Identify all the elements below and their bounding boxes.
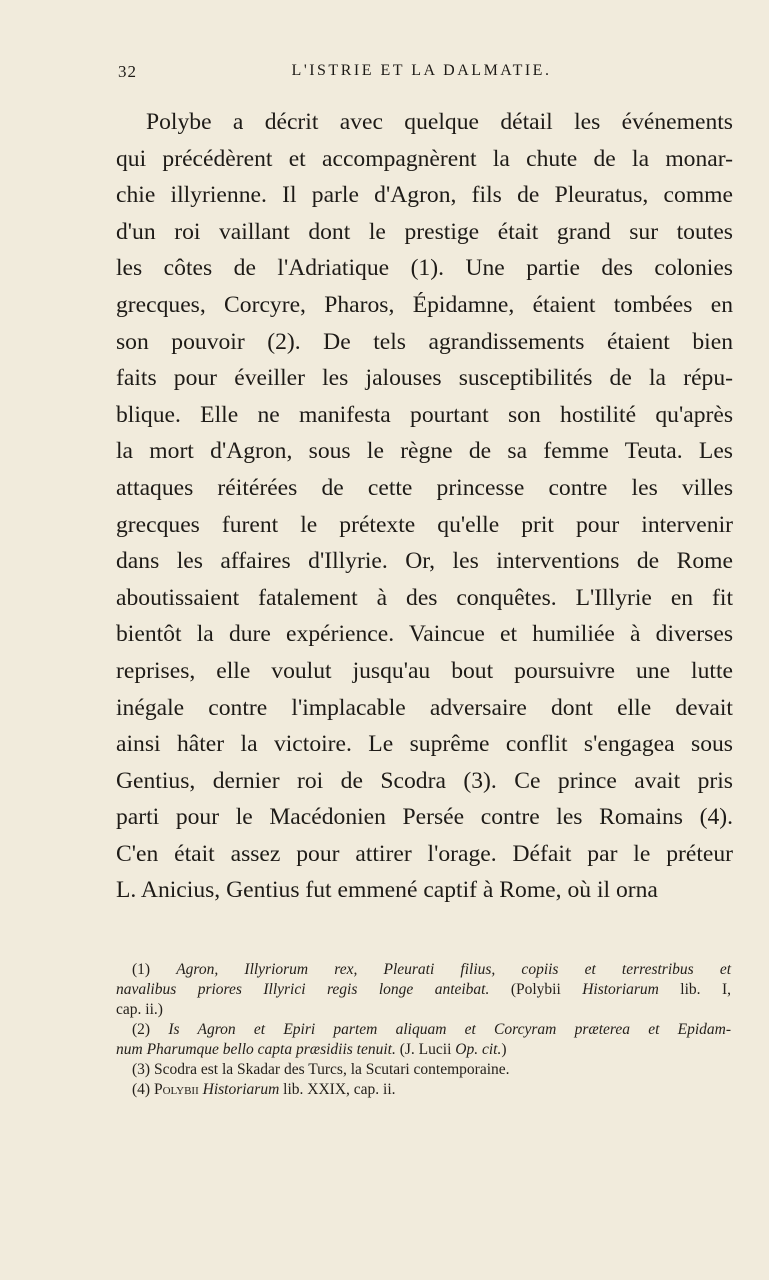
footnote-ref: lib. XXIX, cap. ii.: [283, 1081, 396, 1098]
footnote-source-work: Op. cit.: [455, 1041, 502, 1058]
text-line: dans les affaires d'Illyrie. Or, les interventions de Rome: [116, 548, 733, 575]
footnote-mark: (4): [132, 1081, 151, 1098]
text-line: parti pour le Macédonien Persée contre les Romains (4).: [116, 804, 733, 831]
text-line: reprises, elle voulut jusqu'au bout poursuivre une lutte: [116, 657, 733, 684]
footnote-text: Scodra est la Skadar des Turcs, la Scutari contemporaine.: [153, 1061, 510, 1078]
footnote-source-author: (J. Lucii: [399, 1041, 452, 1058]
text-line: d'un roi vaillant dont le prestige était grand sur toutes: [116, 218, 733, 245]
text-line: aboutissaient fatalement à des conquêtes. L'Illyrie en fit: [116, 584, 733, 611]
text-line: Polybe a décrit avec quelque détail les événements: [146, 109, 733, 135]
footnote-source-ref: lib. I,: [680, 981, 732, 998]
footnote-mark: (2): [132, 1021, 151, 1038]
footnote-1-cont: [116, 980, 731, 1000]
footnote-3: [116, 1060, 731, 1080]
text-line: ainsi hâter la victoire. Le suprême conflit s'engagea sous: [116, 731, 733, 758]
text-line: Gentius, dernier roi de Scodra (3). Ce prince avait pris: [116, 767, 733, 794]
footnote-mark: (3): [132, 1061, 151, 1078]
text-line: son pouvoir (2). De tels agrandissements étaient bien: [116, 328, 733, 355]
running-title: L'ISTRIE ET LA DALMATIE.: [291, 62, 552, 79]
footnote-author: Polybii: [153, 1081, 199, 1098]
footnote-latin: Agron, Illyriorum rex, Pleurati filius, copiis et terrestribus et: [176, 961, 732, 978]
footnote-source-author: (Polybii: [510, 981, 561, 998]
text-line: grecques, Corcyre, Pharos, Épidamne, étaient tombées en: [116, 291, 733, 318]
footnote-1: [116, 960, 731, 980]
text-line: bientôt la dure expérience. Vaincue et humiliée à diverses: [116, 621, 733, 648]
text-line: L. Anicius, Gentius fut emmené captif à Rome, où il orna: [116, 877, 658, 904]
footnote-source-close: ): [501, 1041, 507, 1058]
footnote-work: Historiarum: [202, 1081, 280, 1098]
footnote-mark: (1): [132, 961, 151, 978]
footnote-2: [116, 1020, 731, 1040]
page-number: 32: [118, 62, 137, 81]
text-line: qui précédèrent et accompagnèrent la chute de la monar-: [116, 145, 733, 172]
text-line: chie illyrienne. Il parle d'Agron, fils de Pleuratus, comme: [116, 182, 733, 209]
text-line: C'en était assez pour attirer l'orage. Défait par le préteur: [116, 840, 733, 867]
text-line: faits pour éveiller les jalouses susceptibilités de la répu-: [116, 365, 733, 392]
footnote-source-work: Historiarum: [582, 981, 659, 998]
text-line: attaques réitérées de cette princesse contre les villes: [116, 474, 733, 501]
text-line: les côtes de l'Adriatique (1). Une partie des colonies: [116, 255, 733, 282]
footnote-latin: navalibus priores Illyrici regis longe anteibat.: [116, 981, 490, 998]
footnote-4: [116, 1080, 731, 1100]
text-line: inégale contre l'implacable adversaire dont elle devait: [116, 694, 733, 721]
footnote-2-cont: [116, 1040, 731, 1060]
text-line: grecques furent le prétexte qu'elle prit pour intervenir: [116, 511, 733, 538]
footnote-latin: Is Agron et Epiri partem aliquam et Corcyram præterea et Epidam-: [168, 1021, 732, 1038]
page-header: [114, 58, 729, 88]
footnotes: [116, 960, 731, 1100]
footnote-latin: num Pharumque bello capta præsidiis tenuit.: [116, 1041, 396, 1058]
text-line: blique. Elle ne manifesta pourtant son hostilité qu'après: [116, 401, 733, 428]
main-text: [116, 104, 733, 909]
footnote-1-tail: cap. ii.): [116, 1001, 163, 1018]
text-line: la mort d'Agron, sous le règne de sa femme Teuta. Les: [116, 438, 733, 465]
